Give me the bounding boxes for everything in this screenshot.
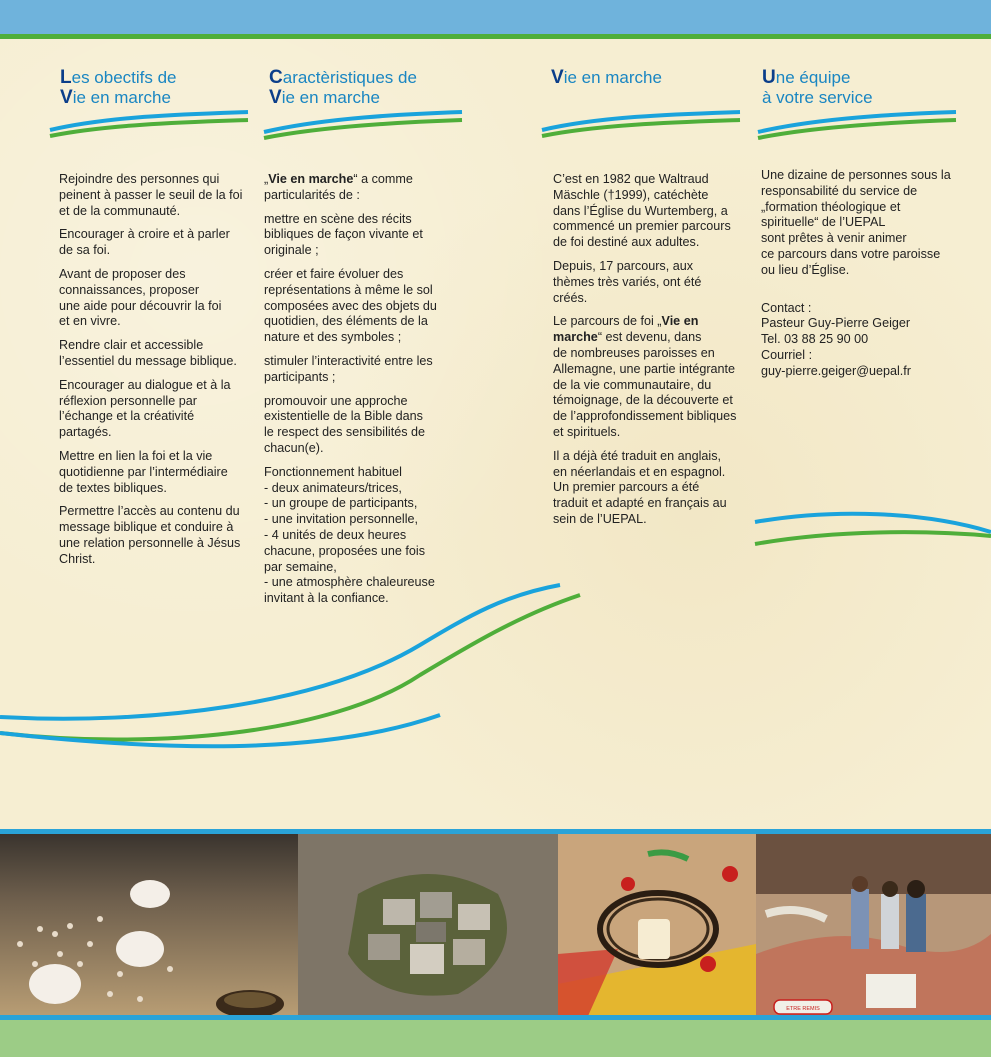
heading-team: [762, 68, 873, 108]
heading-initial: V: [269, 87, 282, 108]
heading-initial: V: [551, 67, 564, 88]
heading-initial: U: [762, 67, 776, 88]
heading-initial: V: [60, 87, 73, 108]
heading-swoosh-2: [264, 108, 464, 140]
column-team: [761, 168, 966, 380]
heading-characteristics: [269, 68, 417, 108]
heading-text: à votre service: [762, 88, 873, 107]
heading-initial: L: [60, 67, 72, 88]
contact-phone: Tel. 03 88 25 90 00: [761, 332, 869, 347]
photo-birds: [0, 834, 298, 1016]
paragraph: Encourager à croire et à parler de sa foi.: [59, 227, 230, 258]
paragraph: Encourager au dialogue et à la réflexion personnelle par l’échange et la créativité partagés.: [59, 377, 231, 440]
paragraph: Permettre l’accès au contenu du message biblique et conduire à une relation personnelle à Jésus Christ.: [59, 504, 241, 566]
paragraph: mettre en scène des récits bibliques de façon vivante et originale ;: [264, 211, 423, 258]
heading-objectives: [60, 68, 177, 108]
paragraph: Une dizaine de personnes sous la responsabilité du service de „formation théologique et spirituelle“ de l’UEPAL sont prêtes à venir animer ce parcours dans votre paroisse ou lieu d’Église.: [761, 168, 951, 277]
column-history: [553, 172, 749, 536]
photo-candle-image: [558, 834, 756, 1016]
photo-sign-text: ETRE REMIS: [786, 1006, 820, 1012]
photo-figurines-image: [756, 834, 991, 1016]
heading-swoosh-1: [50, 108, 250, 140]
paragraph: [553, 314, 749, 440]
paragraph: promouvoir une approche existentielle de la Bible dans le respect des sensibilités de chacun(e).: [264, 393, 426, 455]
contact-label: Contact :: [761, 300, 812, 315]
intro-bold: Vie en marche: [268, 172, 354, 186]
top-blue-band: [0, 0, 991, 34]
paragraph: C’est en 1982 que Waltraud Mäschle (†1999), catéchète dans l’Église du Wurtemberg, a commencé un premier parcours de foi destiné aux adultes.: [553, 172, 731, 250]
paragraph: stimuler l’interactivité entre les participants ;: [264, 353, 433, 384]
photo-figurines: [756, 834, 991, 1016]
text-span: “ est devenu, dans de nombreuses paroisses en Allemagne, une partie intégrante de la vie communautaire, du témoignage, de la découverte et de l’approfondissement bibliques et spirituels.: [553, 330, 737, 439]
email-label: Courriel :: [761, 347, 813, 362]
bottom-green-band: [0, 1020, 991, 1057]
paragraph: Rejoindre des personnes qui peinent à passer le seuil de la foi et de la communauté.: [59, 172, 243, 218]
paragraph: créer et faire évoluer des représentations à même le sol composées avec des objets du quotidien, des éléments de la nature et des symboles ;: [264, 266, 437, 345]
column-objectives: [59, 172, 251, 576]
paragraph: Fonctionnement habituel - deux animateurs/trices, - un groupe de participants, - une invitation personnelle, - 4 unités de deux heures chacune, proposées une fois par semaine, - une atmosphère chaleureuse invitant à la confiance.: [264, 464, 435, 606]
intro-paragraph: [264, 172, 454, 204]
contact-name: Pasteur Guy-Pierre Geiger: [761, 316, 911, 331]
heading-swoosh-3: [542, 108, 742, 140]
paragraph: Mettre en lien la foi et la vie quotidienne par l’intermédiaire de textes bibliques.: [59, 448, 228, 495]
paragraph: Il a déjà été traduit en anglais, en néerlandais et en espagnol. Un premier parcours a été traduit et adapté en français au sein de l’UEPAL.: [553, 448, 727, 526]
paragraph: Rendre clair et accessible l’essentiel du message biblique.: [59, 338, 237, 368]
heading-text: ie en marche: [563, 68, 662, 87]
heading-swoosh-4: [758, 108, 958, 140]
heading-text: ie en marche: [72, 88, 171, 107]
heading-initial: C: [269, 67, 283, 88]
heading-text: es obectifs de: [71, 68, 177, 87]
intro-rest: “ a comme particularités de :: [264, 172, 413, 202]
heading-text: ie en marche: [281, 88, 380, 107]
heading-text: ne équipe: [775, 68, 851, 87]
heading-vie-en-marche: [551, 68, 662, 88]
photo-stones-image: [298, 834, 558, 1016]
contact-email[interactable]: guy-pierre.geiger@uepal.fr: [761, 363, 911, 378]
photo-birds-image: [0, 834, 298, 1016]
paragraph: Avant de proposer des connaissances, proposer une aide pour découvrir la foi et en vivre.: [59, 266, 222, 329]
quote-open: „: [264, 172, 269, 186]
photo-candle: [558, 834, 756, 1016]
photo-stones: [298, 834, 558, 1016]
text-span: Le parcours de foi „: [553, 314, 662, 329]
column-characteristics: [264, 172, 454, 615]
right-swoosh: [755, 508, 991, 552]
photo-strip: [0, 829, 991, 1019]
bold-span: Vie en marche: [553, 314, 699, 345]
paragraph: Depuis, 17 parcours, aux thèmes très variés, ont été créés.: [553, 258, 702, 305]
heading-text: aractèristiques de: [282, 68, 417, 87]
